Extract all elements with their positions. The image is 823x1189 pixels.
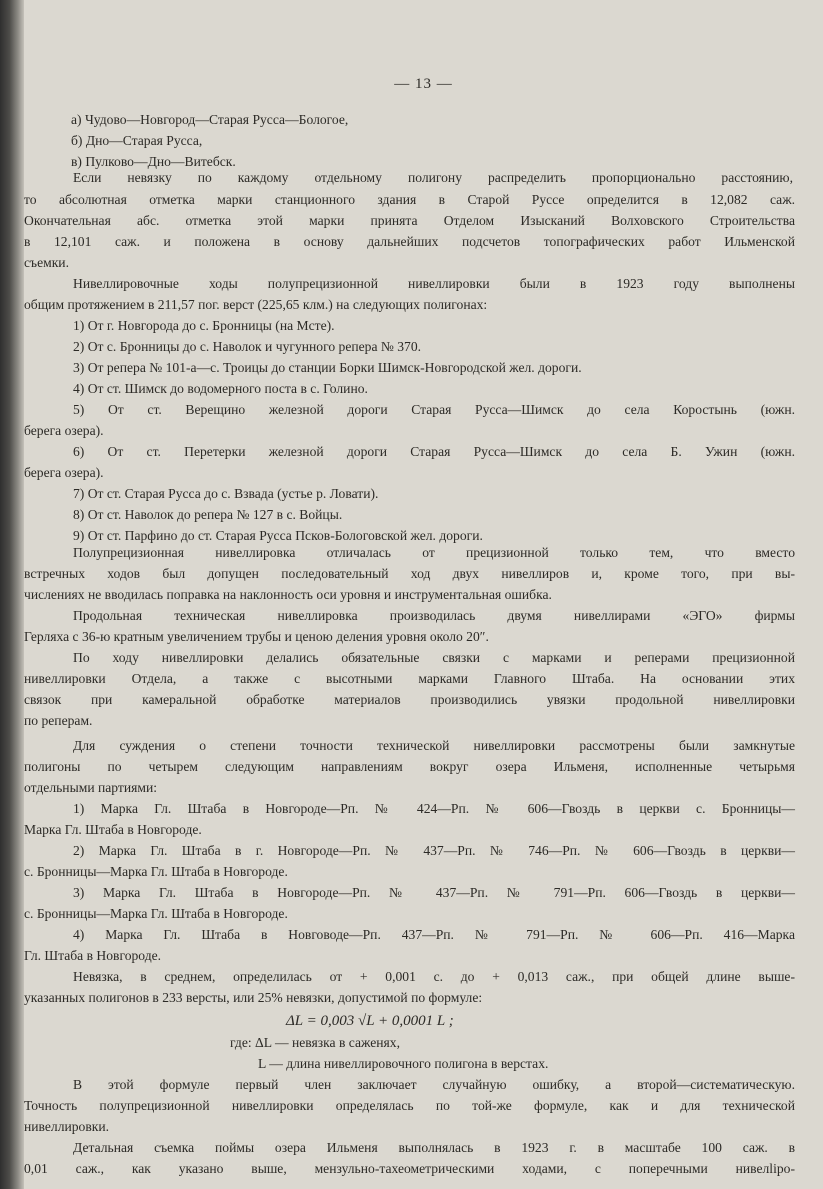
loop-item: Гл. Штаба в Новгороде. — [24, 948, 162, 963]
paragraph-line: встречных ходов был допущен последовательный ход двух нивеллиров и, кроме того, при вы- — [24, 566, 795, 581]
polygon-item: 9) От ст. Парфино до ст. Старая Русса Псков-Бологовской жел. дороги. — [73, 528, 483, 543]
book-binding-shadow — [0, 0, 24, 1189]
paragraph-line: Герляха с 36-ю кратным увеличением трубы и ценою деления уровня около 20″. — [24, 629, 489, 644]
paragraph-line: по реперам. — [24, 713, 93, 728]
loop-item: с. Бронницы—Марка Гл. Штаба в Новгороде. — [24, 906, 288, 921]
paragraph-line: отдельными партиями: — [24, 780, 158, 795]
polygon-item: берега озера). — [24, 465, 104, 480]
loop-item: 1) Марка Гл. Штаба в Новгороде—Рп. № 424—Рп. № 606—Гвоздь в церкви с. Бронницы— — [73, 801, 795, 816]
paragraph-line: Точность полупрецизионной нивеллировки определялась по той-же формуле, как и для технической — [24, 1098, 795, 1113]
paragraph-line: Если невязку по каждому отдельному полигону распределить пропорционально расстоянию, — [73, 170, 793, 185]
formula-legend: L — длина нивеллировочного полигона в верстах. — [258, 1056, 549, 1071]
paragraph-line: съемки. — [24, 255, 69, 270]
route-line: в) Пулково—Дно—Витебск. — [71, 154, 236, 169]
polygon-item: 1) От г. Новгорода до с. Бронницы (на Мсте). — [73, 318, 335, 333]
paragraph-line: Полупрецизионная нивеллировка отличалась от прецизионной только тем, что вместо — [73, 545, 795, 560]
polygon-item: 5) От ст. Верещино железной дороги Старая Русса—Шимск до села Коростынь (южн. — [73, 402, 795, 417]
route-line: а) Чудово—Новгород—Старая Русса—Бологое, — [71, 112, 349, 127]
polygon-item: 6) От ст. Перетерки железной дороги Старая Русса—Шимск до села Б. Ужин (южн. — [73, 444, 795, 459]
paragraph-line: Нивеллировочные ходы полупрецизионной нивеллировки были в 1923 году выполнены — [73, 276, 795, 291]
paragraph-line: то абсолютная отметка марки станционного здания в Старой Руссе определится в 12,082 саж. — [24, 192, 795, 207]
paragraph-line: Для суждения о степени точности технической нивеллировки рассмотрены были замкнутые — [73, 738, 795, 753]
paragraph-line: 0,01 саж., как указано выше, мензульно-тахеометрическими ходами, с поперечными нивелliро- — [24, 1161, 795, 1176]
polygon-item: 3) От репера № 101-а—с. Троицы до станции Борки Шимск-Новгородской жел. дороги. — [73, 360, 582, 375]
loop-item: 2) Марка Гл. Штаба в г. Новгороде—Рп. № 437—Рп. № 746—Рп. № 606—Гвоздь в церкви— — [73, 843, 795, 858]
route-line: б) Дно—Старая Русса, — [71, 133, 203, 148]
paragraph-line: в 12,101 саж. и положена в основу дальнейших подсчетов топографических работ Ильменской — [24, 234, 795, 249]
polygon-item: 7) От ст. Старая Русса до с. Взвада (устье р. Ловати). — [73, 486, 379, 501]
paragraph-line: В этой формуле первый член заключает случайную ошибку, а второй—систематическую. — [73, 1077, 795, 1092]
loop-item: 4) Марка Гл. Штаба в Новговоде—Рп. 437—Рп. № 791—Рп. № 606—Рп. 416—Марка — [73, 927, 795, 942]
polygon-item: 2) От с. Бронницы до с. Наволок и чугунного репера № 370. — [73, 339, 422, 354]
paragraph-line: числениях не вводилась поправка на наклонность оси уровня и инструментальная ошибка. — [24, 587, 552, 602]
paragraph-line: связок при камеральной обработке материалов производились увязки продольной нивеллировки — [24, 692, 795, 707]
paragraph-line: Детальная съемка поймы озера Ильменя выполнялась в 1923 г. в масштабе 100 саж. в — [73, 1140, 795, 1155]
book-page — [24, 0, 823, 1189]
formula-legend: где: ΔL — невязка в саженях, — [230, 1035, 400, 1050]
paragraph-line: нивеллировки. — [24, 1119, 110, 1134]
loop-item: 3) Марка Гл. Штаба в Новгороде—Рп. № 437—Рп. № 791—Рп. 606—Гвоздь в церкви— — [73, 885, 795, 900]
paragraph-line: нивеллировки Отдела, а также с высотными марками Главного Штаба. На основании этих — [24, 671, 795, 686]
page-number: — 13 — — [394, 76, 453, 92]
paragraph-line: полигоны по четырем следующим направлениям вокруг озера Ильменя, исполненные четырьмя — [24, 759, 795, 774]
polygon-item: 4) От ст. Шимск до водомерного поста в с. Голино. — [73, 381, 368, 396]
loop-item: с. Бронницы—Марка Гл. Штаба в Новгороде. — [24, 864, 288, 879]
paragraph-line: По ходу нивеллировки делались обязательные связки с марками и реперами прецизионной — [73, 650, 795, 665]
polygon-item: 8) От ст. Наволок до репера № 127 в с. Войцы. — [73, 507, 343, 522]
paragraph-line: Невязка, в среднем, определилась от + 0,001 с. до + 0,013 саж., при общей длине выше- — [73, 969, 795, 984]
loop-item: Марка Гл. Штаба в Новгороде. — [24, 822, 202, 837]
paragraph-line: Окончательная абс. отметка этой марки принята Отделом Изысканий Волховского Строительства — [24, 213, 795, 228]
polygon-item: берега озера). — [24, 423, 104, 438]
formula: ΔL = 0,003 √L + 0,0001 L ; — [286, 1013, 454, 1029]
paragraph-line: указанных полигонов в 233 версты, или 25% невязки, допустимой по формуле: — [24, 990, 483, 1005]
paragraph-line: общим протяжением в 211,57 пог. верст (225,65 клм.) на следующих полигонах: — [24, 297, 488, 312]
paragraph-line: Продольная техническая нивеллировка производилась двумя нивеллирами «ЭГО» фирмы — [73, 608, 795, 623]
